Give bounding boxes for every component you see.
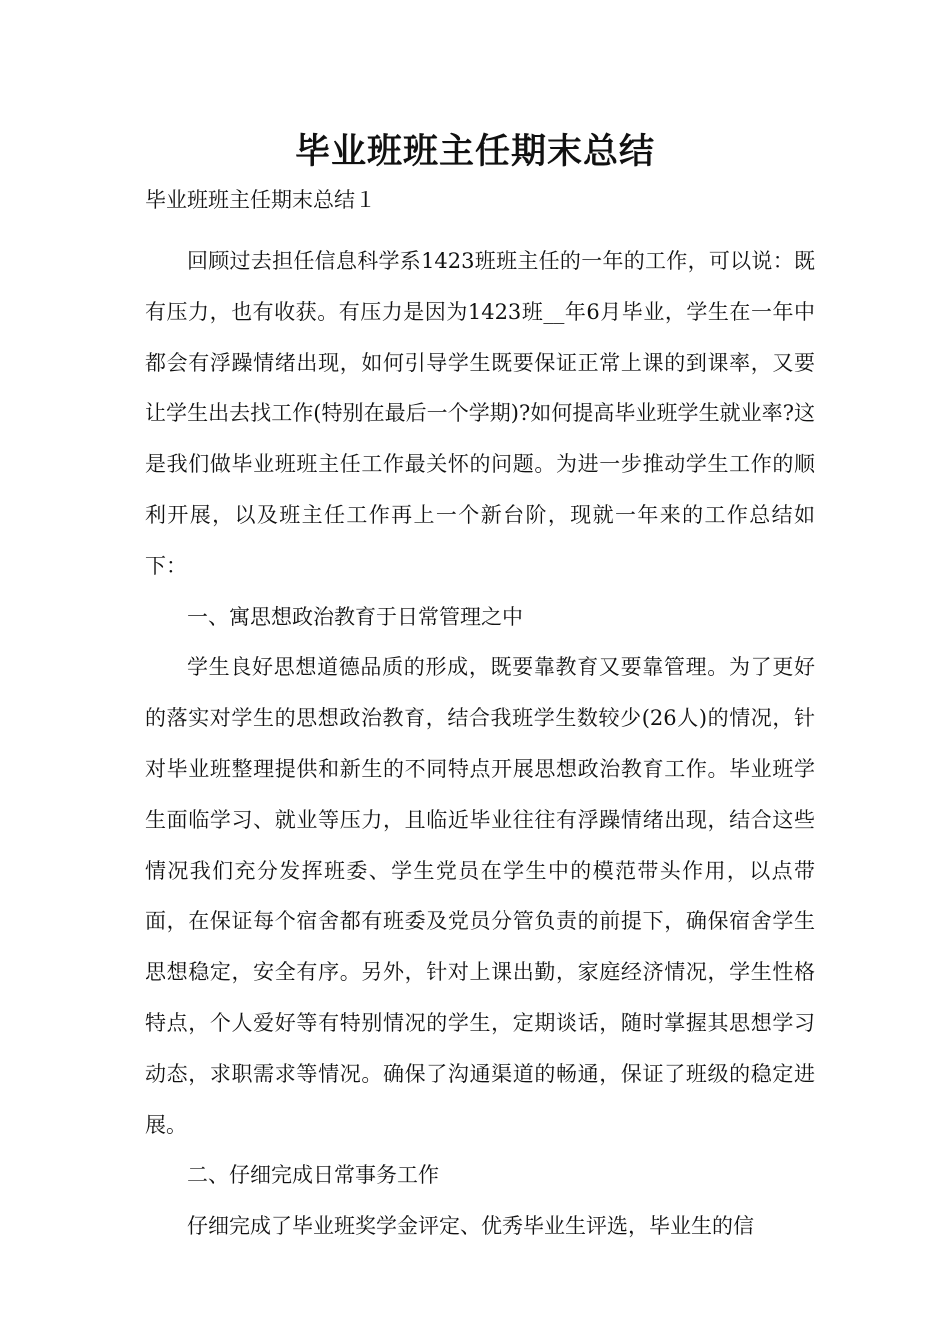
paragraph-intro: 回顾过去担任信息科学系1423班班主任的一年的工作，可以说：既有压力，也有收获。有压力是因为1423班__年6月毕业，学生在一年中都会有浮躁情绪出现，如何引导学生既要保证正常上课的到课率，又要让学生出去找工作(特别在最后一个学期)?如何提高毕业班学生就业率?这是我们做毕业班班主任工作最关怀的问题。为进一步推动学生工作的顺利开展，以及班主任工作再上一个新台阶，现就一年来的工作总结如下： [145, 249, 815, 578]
document-title: 毕业班班主任期末总结 [294, 132, 655, 172]
paragraph-section-1: 学生良好思想道德品质的形成，既要靠教育又要靠管理。为了更好的落实对学生的思想政治教育，结合我班学生数较少(26人)的情况，针对毕业班整理提供和新生的不同特点开展思想政治教育工作。毕业班学生面临学习、就业等压力，且临近毕业往往有浮躁情绪出现，结合这些情况我们充分发挥班委、学生党员在学生中的模范带头作用，以点带面，在保证每个宿舍都有班委及党员分管负责的前提下，确保宿舍学生思想稳定，安全有序。另外，针对上课出勤，家庭经济情况，学生性格特点，个人爱好等有特别情况的学生，定期谈话，随时掌握其思想学习动态，求职需求等情况。确保了沟通渠道的畅通，保证了班级的稳定进展。 [145, 655, 815, 1137]
document-body [145, 236, 815, 1252]
section-heading-1: 一、寓思想政治教育于日常管理之中 [187, 604, 523, 629]
paragraph-section-2: 仔细完成了毕业班奖学金评定、优秀毕业生评选，毕业生的信 [187, 1214, 754, 1239]
section-heading-2: 二、仔细完成日常事务工作 [187, 1163, 439, 1188]
document-subtitle: 毕业班班主任期末总结１ [145, 188, 376, 212]
